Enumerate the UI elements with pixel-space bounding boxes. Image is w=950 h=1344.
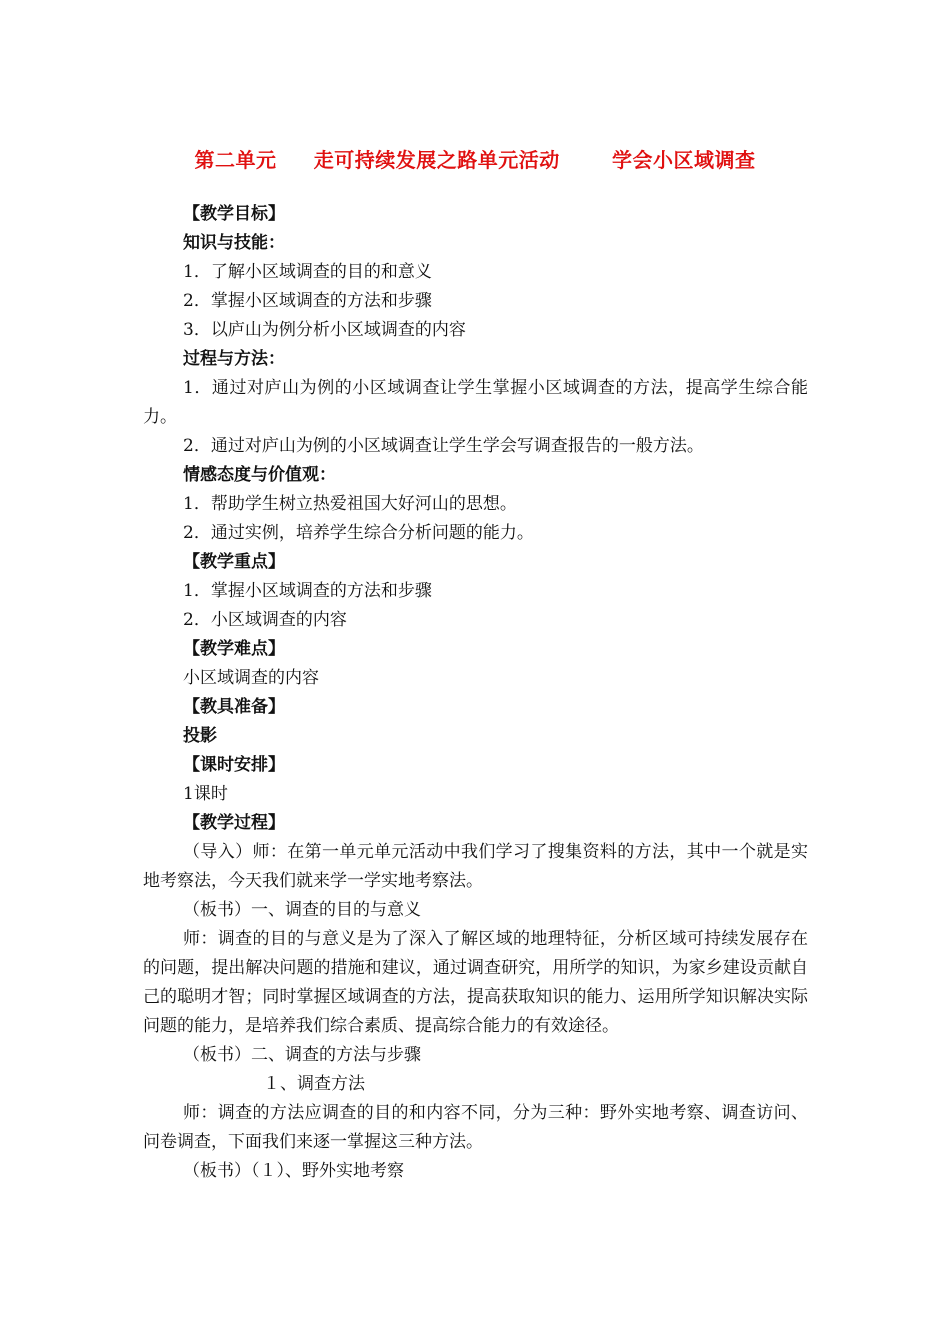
text-line: 情感态度与价值观： (183, 465, 336, 485)
text-line: 2．小区域调查的内容 (183, 610, 347, 630)
text-line: 1．通过对庐山为例的小区域调查让学生掌握小区域调查的方法，提高学生综合能力。 (143, 378, 808, 427)
document-title: 第二单元 走可持续发展之路单元活动 学会小区域调查 (194, 148, 756, 172)
text-line: 【课时安排】 (183, 755, 285, 775)
text-line: （导入）师：在第一单元单元活动中我们学习了搜集资料的方法，其中一个就是实地考察法，今天我们就来学一学实地考察法。 (143, 842, 808, 891)
text-line: （板书）（１）、野外实地考察 (183, 1161, 404, 1181)
text-line: 过程与方法： (183, 349, 285, 369)
text-line: 3．以庐山为例分析小区域调查的内容 (183, 320, 466, 340)
text-line: 1．帮助学生树立热爱祖国大好河山的思想。 (183, 494, 517, 514)
text-line: 【教具准备】 (183, 697, 285, 717)
text-line: 小区域调查的内容 (183, 668, 319, 688)
text-line: 【教学过程】 (183, 813, 285, 833)
text-line: 2．通过对庐山为例的小区域调查让学生学会写调查报告的一般方法。 (183, 436, 704, 456)
text-line: 1．了解小区域调查的目的和意义 (183, 262, 432, 282)
text-line: 师：调查的目的与意义是为了深入了解区域的地理特征，分析区域可持续发展存在的问题，提出解决问题的措施和建议，通过调查研究，用所学的知识，为家乡建设贡献自己的聪明才智；同时掌握区域调查的方法，提高获取知识的能力、运用所学知识解决实际问题的能力，是培养我们综合素质、提高综合能力的有效途径。 (143, 929, 808, 1036)
text-line: 【教学目标】 (183, 204, 285, 224)
text-line: 【教学难点】 (183, 639, 285, 659)
text-line: 投影 (183, 726, 217, 746)
text-line: （板书）一、调查的目的与意义 (183, 900, 421, 920)
text-line: 知识与技能： (183, 233, 285, 253)
text-line: 师：调查的方法应调查的目的和内容不同，分为三种：野外实地考察、调查访问、问卷调查，下面我们来逐一掌握这三种方法。 (143, 1103, 808, 1152)
text-line: （板书）二、调查的方法与步骤 (183, 1045, 421, 1065)
text-line: 2．掌握小区域调查的方法和步骤 (183, 291, 432, 311)
text-line: 2．通过实例，培养学生综合分析问题的能力。 (183, 523, 534, 543)
text-line: 1．掌握小区域调查的方法和步骤 (183, 581, 432, 601)
text-line: １、调查方法 (263, 1074, 365, 1094)
text-line: 1课时 (183, 784, 228, 804)
document-body (143, 200, 808, 1186)
text-line: 【教学重点】 (183, 552, 285, 572)
